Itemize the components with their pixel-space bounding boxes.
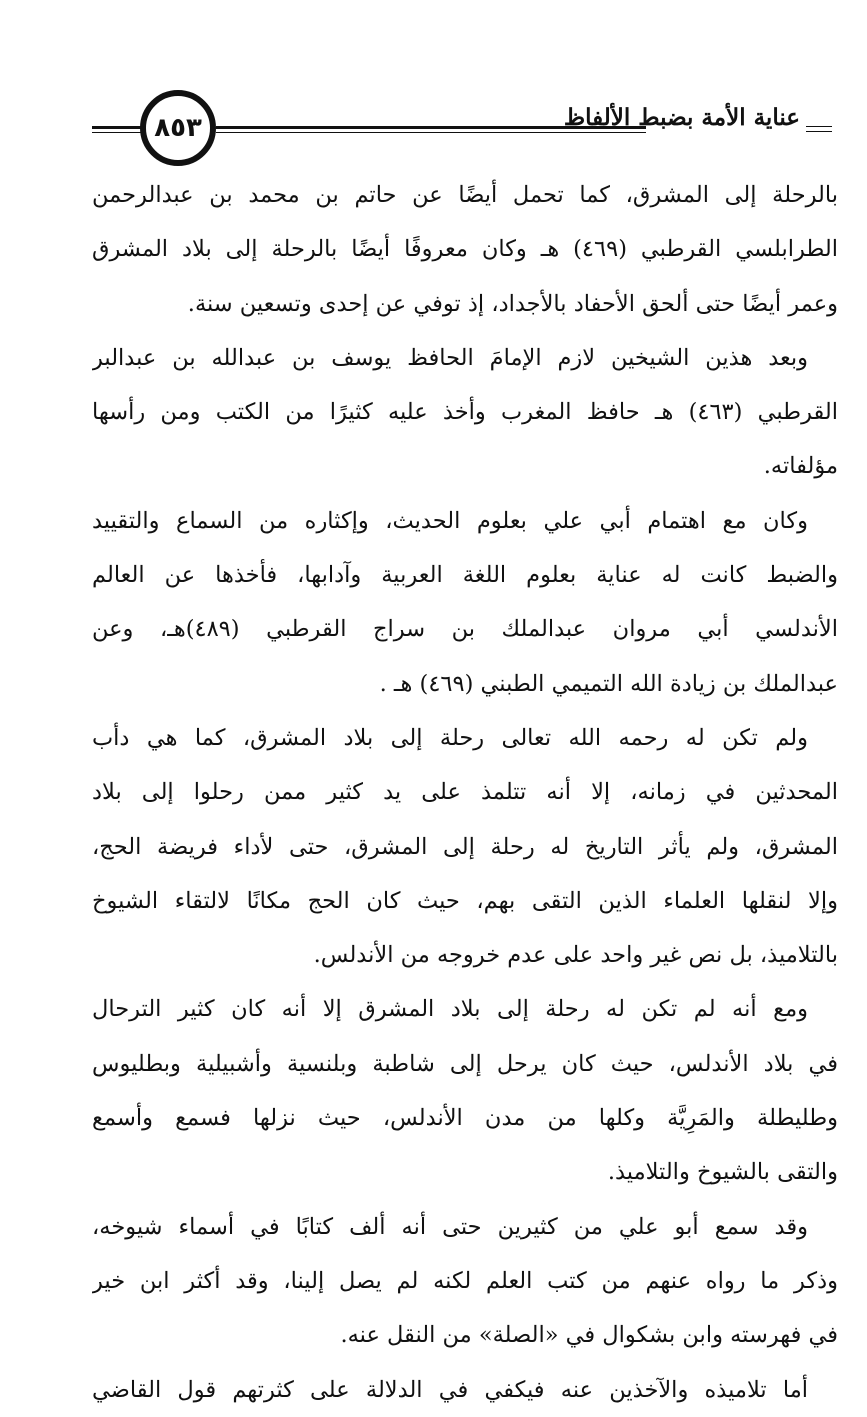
text-line: عبدالملك بن زيادة الله التميمي الطبني (٤٦٩) هـ . <box>379 670 838 697</box>
text-line: وإلا لنقلها العلماء الذين التقى بهم، حيث كان الحج مكانًا لالتقاء الشيوخ <box>92 887 838 914</box>
text-line: المشرق، ولم يأثر التاريخ له رحلة إلى المشرق، حتى لأداء فريضة الحج، <box>92 833 838 860</box>
page-number-badge <box>140 90 216 166</box>
text-line: بالتلاميذ، بل نص غير واحد على عدم خروجه من الأندلس. <box>313 942 838 969</box>
text-line: والتقى بالشيوخ والتلاميذ. <box>607 1159 838 1186</box>
header-rule-right <box>806 126 832 127</box>
text-line: أما تلاميذه والآخذين عنه فيكفي في الدلالة على كثرتهم قول القاضي <box>92 1376 808 1403</box>
text-line: وبعد هذين الشيخين لازم الإمامَ الحافظ يوسف بن عبدالله بن عبدالبر <box>92 344 808 371</box>
text-line: والضبط كانت له عناية بعلوم اللغة العربية وآدابها، فأخذها عن العالم <box>92 562 838 589</box>
text-line: ولم تكن له رحمه الله تعالى رحلة إلى بلاد المشرق، كما هي دأب <box>92 724 808 751</box>
text-line: مؤلفاته. <box>763 453 838 480</box>
text-line: ومع أنه لم تكن له رحلة إلى بلاد المشرق إلا أنه كان كثير الترحال <box>92 996 808 1023</box>
page-number: ٨٥٣ <box>154 113 202 143</box>
running-title: عناية الأمة بضبط الألفاظ <box>563 104 800 131</box>
text-line: في بلاد الأندلس، حيث كان يرحل إلى شاطبة وبلنسية وأشبيلية وبطليوس <box>92 1050 838 1077</box>
text-line: الطرابلسي القرطبي (٤٦٩) هـ وكان معروفًا أيضًا بالرحلة إلى بلاد المشرق <box>92 236 838 263</box>
text-line: وكان مع اهتمام أبي علي بعلوم الحديث، وإكثاره من السماع والتقييد <box>92 507 808 534</box>
text-line: وعمر أيضًا حتى ألحق الأحفاد بالأجداد، إذ توفي عن إحدى وتسعين سنة. <box>187 290 838 317</box>
text-line: القرطبي (٤٦٣) هـ حافظ المغرب وأخذ عليه كثيرًا من الكتب ومن رأسها <box>92 399 838 426</box>
body-text <box>92 168 838 1417</box>
text-line: وطليطلة والمَرِيَّة وكلها من مدن الأندلس، حيث نزلها فسمع وأسمع <box>92 1105 838 1132</box>
text-line: الأندلسي أبي مروان عبدالملك بن سراج القرطبي (٤٨٩)هـ، وعن <box>92 616 838 643</box>
text-line: وذكر ما رواه عنهم من كتب العلم لكنه لم يصل إلينا، وقد أكثر ابن خير <box>92 1267 838 1294</box>
text-line: وقد سمع أبو علي من كثيرين حتى أنه ألف كتابًا في أسماء شيوخه، <box>92 1213 808 1240</box>
text-line: بالرحلة إلى المشرق، كما تحمل أيضًا عن حاتم بن محمد بن عبدالرحمن <box>92 182 838 208</box>
running-header <box>92 88 832 178</box>
text-line: في فهرسته وابن بشكوال في «الصلة» من النقل عنه. <box>340 1322 838 1349</box>
text-line: المحدثين في زمانه، إلا أنه تتلمذ على يد كثير ممن رحلوا إلى بلاد <box>92 779 838 806</box>
